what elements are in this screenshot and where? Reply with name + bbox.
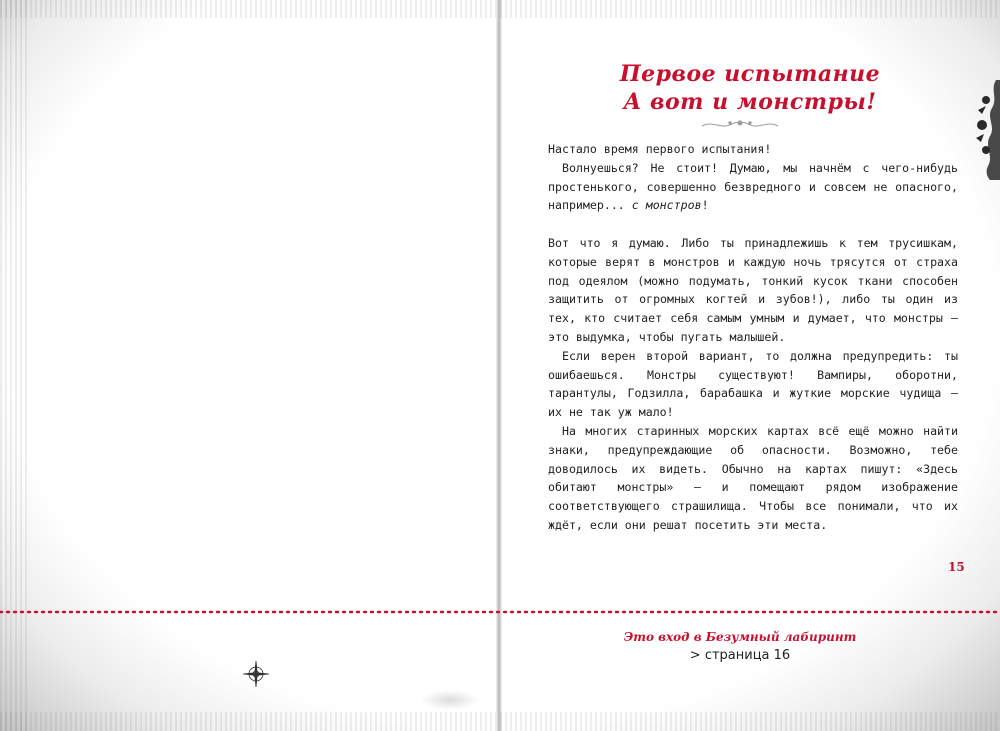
bottom-edge-texture-left xyxy=(0,712,498,731)
paragraph-2-end: ! xyxy=(701,198,709,213)
page-smudge xyxy=(420,690,480,710)
paragraph-4: Если верен второй вариант, то должна предупредить: ты ошибаешься. Монстры существуют! Вампиры, оборотни, тарантулы, Годзилла, барабашка и жуткие морские чудища — их не так уж мало! xyxy=(548,348,958,420)
left-edge-texture xyxy=(0,0,28,731)
paragraph-3: Вот что я думаю. Либо ты принадлежишь к тем трусишкам, которые верят в монстров и каждую ночь трясутся от страха под одеялом (можно подумать, тонкий кусок ткани способен защитить от огромных когтей и зубов!), либо ты один из тех, кто считает себя самым умным и думает, что монстры — это выдумка, чтобы пугать малышей. xyxy=(548,235,958,344)
vine-ornament-icon xyxy=(972,80,1000,180)
page-number: 15 xyxy=(948,560,965,574)
flourish-ornament-icon xyxy=(700,118,780,130)
dotted-divider xyxy=(0,610,1000,614)
chapter-title-line2: А вот и монстры! xyxy=(623,89,877,115)
paragraph-2-text: Волнуешься? Не стоит! Думаю, мы начнём с чего-нибудь простенького, совершенно безвредного и совсем не опасного, например... xyxy=(548,160,958,213)
top-edge-texture-right xyxy=(500,0,1000,18)
paragraph-1: Настало время первого испытания! xyxy=(548,142,772,156)
page-reference[interactable]: > страница 16 xyxy=(689,648,791,663)
left-page xyxy=(0,0,498,731)
bottom-edge-texture-right xyxy=(500,712,1000,731)
compass-rose-icon xyxy=(243,661,269,687)
paragraph-2-emphasis: с монстров xyxy=(631,198,702,213)
paragraph-2 xyxy=(548,159,958,215)
top-edge-texture-left xyxy=(0,0,498,18)
body-text xyxy=(548,140,958,535)
chapter-title xyxy=(560,60,940,116)
maze-entrance-link[interactable]: Это вход в Безумный лабиринт xyxy=(623,630,857,644)
chapter-title-line1: Первое испытание xyxy=(619,61,881,87)
paragraph-5: На многих старинных морских картах всё ещё можно найти знаки, предупреждающие об опасности. Возможно, тебе доводилось их видеть. Обычно на картах пишут: «Здесь обитают монстры» — и помещают рядом изображение соответствующего страшилища. Чтобы все понимали, что их ждёт, если они решат посетить эти места. xyxy=(548,423,958,532)
